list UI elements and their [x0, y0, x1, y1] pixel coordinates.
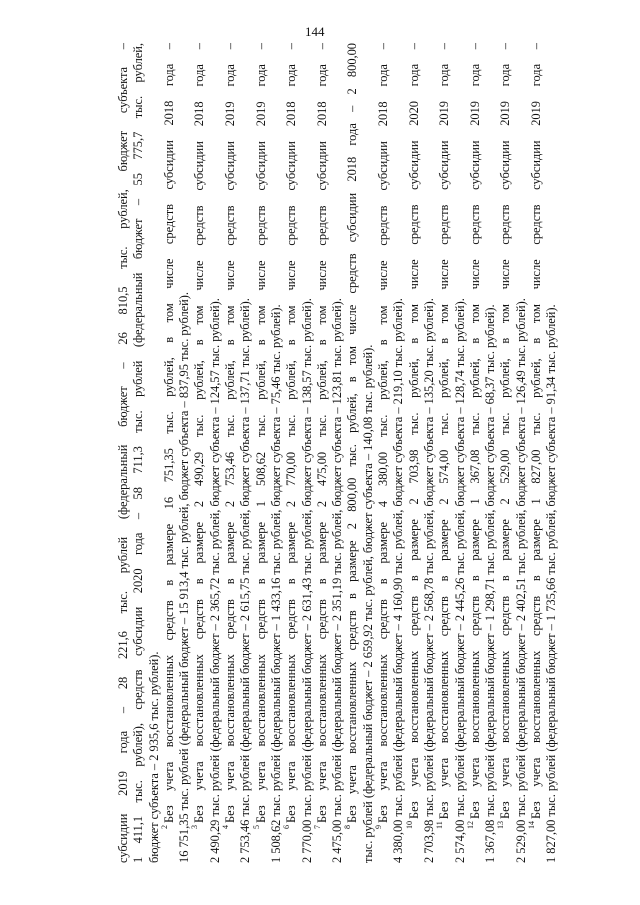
footnote	[498, 43, 529, 863]
footnote-number: 13	[496, 821, 506, 829]
footnote-text: Без учета восстановленных средств в размере 2 703,98 тыс. рублей, в том числе средств субсидии 2020 года –	[406, 43, 421, 819]
footnote-number: 6	[282, 825, 292, 829]
footnote	[223, 43, 254, 863]
footnote-text: 2 529,00 тыс. рублей (федеральный бюджет – 2 402,51 тыс. рублей, бюджет субъекта – 126,49 тыс. рублей).	[513, 298, 528, 863]
intro-paragraph	[116, 43, 162, 863]
rotated-text-area	[116, 43, 616, 863]
footnote-text: тыс. рублей (федеральный бюджет – 2 659,92 тыс. рублей, бюджет субъекта – 140,08 тыс. рублей).	[360, 344, 375, 863]
footnote	[465, 43, 499, 863]
footnote-number: 5	[251, 825, 261, 829]
footnote-text: 2 490,29 тыс. рублей (федеральный бюджет – 2 365,72 тыс. рублей, бюджет субъекта – 124,57 тыс. рублей).	[207, 298, 222, 863]
footnote-number: 10	[404, 821, 414, 829]
footnote	[376, 43, 407, 863]
footnote-text: 1 367,08 тыс. рублей (федеральный бюджет – 1 298,71 тыс. рублей, бюджет субъекта – 68,37 тыс. рублей).	[483, 304, 498, 863]
footnote-text: 1 827,00 тыс. рублей (федеральный бюджет – 1 735,66 тыс. рублей, бюджет субъекта – 91,34 тыс. рублей).	[544, 304, 559, 863]
footnote-text: 2 574,00 тыс. рублей (федеральный бюджет – 2 445,26 тыс. рублей, бюджет субъекта – 128,74 тыс. рублей).	[452, 298, 467, 863]
footnote-text: Без учета восстановленных средств в размере 1 508,62 тыс. рублей, в том числе средств субсидии 2019 года –	[253, 43, 268, 823]
footnote-number: 3	[190, 825, 200, 829]
footnote-number: 8	[343, 825, 353, 829]
footnote-text: 16 751,35 тыс. рублей (федеральный бюджет – 15 913,4 тыс. рублей, бюджет субъекта – 837,95 тыс. рублей).	[177, 291, 192, 863]
footnote-text: Без учета восстановленных средств в размере 1 367,08 тыс. рублей, в том числе средств субсидии 2019 года –	[467, 43, 482, 819]
footnote-text: Без учета восстановленных средств в размере 2 753,46 тыс. рублей, в том числе средств субсидии 2019 года –	[223, 43, 238, 823]
footnote-text: Без учета восстановленных средств в размере 1 827,00 тыс. рублей, в том числе средств субсидии 2019 года –	[529, 43, 544, 819]
footnote-text: 2 770,00 тыс. рублей (федеральный бюджет – 2 631,43 тыс. рублей, бюджет субъекта – 138,57 тыс. рублей).	[299, 298, 314, 863]
footnote-text: 1 508,62 тыс. рублей (федеральный бюджет – 1 433,16 тыс. рублей, бюджет субъекта – 75,46 тыс. рублей).	[268, 304, 283, 863]
footnote-text: 4 380,00 тыс. рублей (федеральный бюджет – 4 160,90 тыс. рублей, бюджет субъекта – 219,10 тыс. рублей).	[391, 298, 406, 863]
footnote-text: Без учета восстановленных средств в размере 2 800,00 тыс. рублей, в том числе средств субсидии 2018 года – 2 800,00	[345, 43, 360, 823]
footnote-text: 2 753,46 тыс. рублей (федеральный бюджет – 2 615,75 тыс. рублей, бюджет субъекта – 137,71 тыс. рублей).	[238, 298, 253, 863]
footnote	[404, 43, 438, 863]
footnote-number: 9	[374, 825, 384, 829]
footnote	[159, 43, 193, 863]
footnote	[251, 43, 285, 863]
footnote-text: Без учета восстановленных средств в размере 2 490,29 тыс. рублей, в том числе средств субсидии 2018 года –	[192, 43, 207, 823]
footnote	[437, 43, 468, 863]
footnote-text: 2 475,00 тыс. рублей (федеральный бюджет – 2 351,19 тыс. рублей, бюджет субъекта – 123,81 тыс. рублей).	[330, 298, 345, 863]
footnote-text: Без учета восстановленных средств в размере 2 770,00 тыс. рублей, в том числе средств субсидии 2018 года –	[284, 43, 299, 823]
footnote-text: Без учета восстановленных средств в размере 4 380,00 тыс. рублей, в том числе средств субсидии 2018 года –	[376, 43, 391, 823]
footnote-text: Без учета восстановленных средств в размере 2 475,00 тыс. рублей, в том числе средств субсидии 2018 года –	[314, 43, 329, 823]
footnote	[192, 43, 223, 863]
footnote-number: 12	[465, 821, 475, 829]
footnote-text: Без учета восстановленных средств в размере 2 529,00 тыс. рублей, в том числе средств субсидии 2019 года –	[498, 43, 513, 819]
footnote	[312, 43, 346, 863]
footnote-number: 14	[527, 821, 537, 829]
footnote	[345, 43, 376, 863]
footnote-number: 4	[221, 825, 231, 829]
footnote-number: 7	[312, 825, 322, 829]
footnote-text: Без учета восстановленных средств в размере 16 751,35 тыс. рублей, в том числе средств субсидии 2018 года –	[161, 43, 176, 823]
footnote-text: 2 703,98 тыс. рублей (федеральный бюджет – 2 568,78 тыс. рублей, бюджет субъекта – 135,20 тыс. рублей).	[421, 298, 436, 863]
intro-line: 1 411,1 тыс. рублей), средств субсидии 2020 года – 58 711,3 тыс. рублей (федеральный бюджет – 55 775,7 тыс. рублей,	[131, 43, 146, 863]
page-number: 144	[305, 24, 325, 39]
rotated-text-block	[116, 43, 616, 863]
footnote-number: 2	[159, 825, 169, 829]
footnote	[529, 43, 560, 863]
footnote	[284, 43, 315, 863]
intro-line: субсидии 2019 года – 28 221,6 тыс. рублей (федеральный бюджет – 26 810,5 тыс. рублей, бюджет субъекта –	[116, 43, 130, 863]
footnote-text: Без учета восстановленных средств в размере 2 574,00 тыс. рублей, в том числе средств субсидии 2019 года –	[437, 43, 452, 820]
footnote-number: 11	[435, 821, 445, 829]
intro-line: бюджет субъекта – 2 935,6 тыс. рублей).	[146, 651, 161, 863]
